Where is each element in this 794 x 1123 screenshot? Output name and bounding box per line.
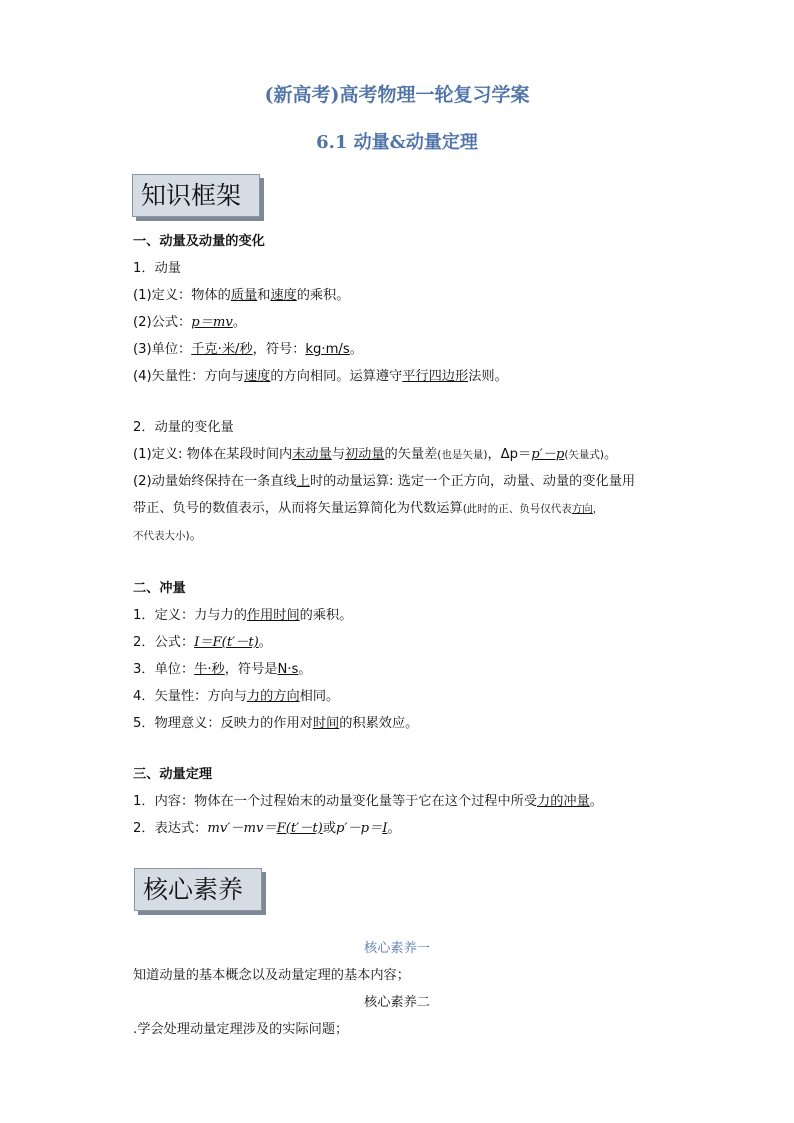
note: ， — [592, 503, 604, 515]
note: (矢量式) — [564, 449, 605, 461]
core-literacy-1-title: 核心素养一 — [364, 941, 430, 956]
underlined-term: 上 — [296, 474, 310, 489]
theorem-expression — [133, 820, 401, 838]
text: 和 — [257, 288, 271, 303]
core-literacy-label: 核心素养 — [134, 868, 262, 911]
section-title: 6.1 动量&动量定理 — [316, 132, 478, 153]
underlined-term: 末动量 — [292, 447, 332, 462]
text: ，符号： — [252, 342, 306, 357]
text: 。 — [589, 794, 603, 809]
underlined-term: 牛·秒 — [194, 662, 225, 677]
underlined-term: 作用时间 — [246, 608, 300, 623]
underlined-term: 力的冲量 — [537, 794, 590, 809]
document-title: (新高考)高考物理一轮复习学案 — [264, 84, 530, 106]
text: ，符号是 — [224, 662, 278, 677]
text: 或 — [322, 821, 337, 836]
text: 的方向相同。运算遵守 — [270, 369, 403, 384]
momentum-vector — [133, 368, 508, 386]
text: (3)单位： — [133, 342, 192, 357]
straight-line-rule-3 — [133, 527, 203, 545]
text: 时的动量运算: 选定一个正方向，动量、动量的变化量用 — [309, 474, 636, 489]
theorem-content — [133, 793, 603, 811]
text: 法则。 — [468, 369, 508, 384]
underlined-term: 质量 — [230, 288, 258, 303]
text: 4．矢量性：方向与 — [133, 689, 247, 704]
formula: mv′－mv＝ — [207, 821, 277, 836]
text: 。 — [349, 342, 363, 357]
text: (1)定义: 物体在某段时间内 — [133, 447, 293, 462]
text: 。 — [189, 528, 203, 543]
momentum-change-definition — [133, 446, 617, 464]
underlined-term: 初动量 — [344, 447, 385, 462]
heading-impulse: 二、冲量 — [133, 581, 186, 596]
heading-momentum: 一、动量及动量的变化 — [133, 234, 265, 249]
core-literacy-2-text: .学会处理动量定理涉及的实际问题； — [133, 1022, 349, 1037]
momentum-definition — [133, 287, 350, 305]
text: 。 — [387, 821, 401, 836]
text: (2)动量始终保持在一条直线 — [133, 474, 297, 489]
text: 1．内容：物体在一个过程始末的动量变化量等于它在这个过程中所受 — [133, 794, 538, 809]
text: 。 — [604, 447, 618, 462]
formula: p′－p＝ — [336, 821, 383, 836]
text: 。 — [258, 635, 272, 650]
formula: p＝mv — [191, 315, 233, 330]
impulse-vector — [133, 688, 339, 706]
underlined-term: 时间 — [312, 716, 340, 731]
underlined-term: N·s — [277, 662, 299, 677]
note: (此时的正、负号仅代表 — [462, 503, 572, 515]
impulse-meaning — [133, 715, 418, 733]
underlined-term: 方向 — [571, 503, 593, 515]
impulse-formula — [133, 634, 272, 652]
knowledge-framework-label: 知识框架 — [132, 174, 260, 217]
formula: I＝F(t′－t) — [194, 635, 259, 650]
text: 的乘积。 — [299, 608, 353, 623]
text: 的矢量差 — [384, 447, 438, 462]
note: 不代表大小) — [133, 530, 190, 542]
sub-momentum: 1．动量 — [133, 261, 181, 276]
text: 1．定义：力与力的 — [133, 608, 247, 623]
formula: F(t′－t) — [276, 821, 323, 836]
core-literacy-2-title: 核心素养二 — [364, 995, 430, 1010]
text: 2．表达式： — [133, 821, 208, 836]
impulse-definition — [133, 607, 352, 625]
underlined-term: 速度 — [244, 369, 271, 384]
underlined-term: 千克·米/秒 — [191, 342, 253, 357]
text: 带正、负号的数值表示，从而将矢量运算简化为代数运算 — [133, 501, 463, 516]
note: (也是矢量) — [437, 449, 488, 461]
text: (4)矢量性：方向与 — [133, 369, 244, 384]
text: 的积累效应。 — [339, 716, 419, 731]
heading-momentum-theorem: 三、动量定理 — [133, 767, 213, 782]
straight-line-rule-2 — [133, 500, 603, 518]
underlined-term: 平行四边形 — [402, 369, 469, 384]
text: 2．公式： — [133, 635, 195, 650]
straight-line-rule-1 — [133, 473, 635, 491]
text: (2)公式： — [133, 315, 192, 330]
formula: I — [382, 821, 388, 836]
underlined-term: 力的方向 — [246, 689, 300, 704]
text: 与 — [331, 447, 345, 462]
text: 。 — [298, 662, 312, 677]
underlined-term: kg·m/s — [305, 342, 350, 357]
text: 的乘积。 — [296, 288, 350, 303]
text: 5．物理意义：反映力的作用对 — [133, 716, 313, 731]
underlined-term: 速度 — [270, 288, 297, 303]
formula: p′－p — [531, 447, 565, 462]
text: 。 — [232, 315, 247, 330]
text: ，Δp＝ — [487, 447, 532, 462]
momentum-formula — [133, 314, 246, 332]
text: 3．单位： — [133, 662, 195, 677]
momentum-unit — [133, 341, 363, 359]
impulse-unit — [133, 661, 312, 679]
text: (1)定义：物体的 — [133, 288, 231, 303]
core-literacy-1-text: 知道动量的基本概念以及动量定理的基本内容； — [133, 968, 410, 983]
sub-momentum-change: 2．动量的变化量 — [133, 420, 234, 435]
text: 相同。 — [299, 689, 340, 704]
